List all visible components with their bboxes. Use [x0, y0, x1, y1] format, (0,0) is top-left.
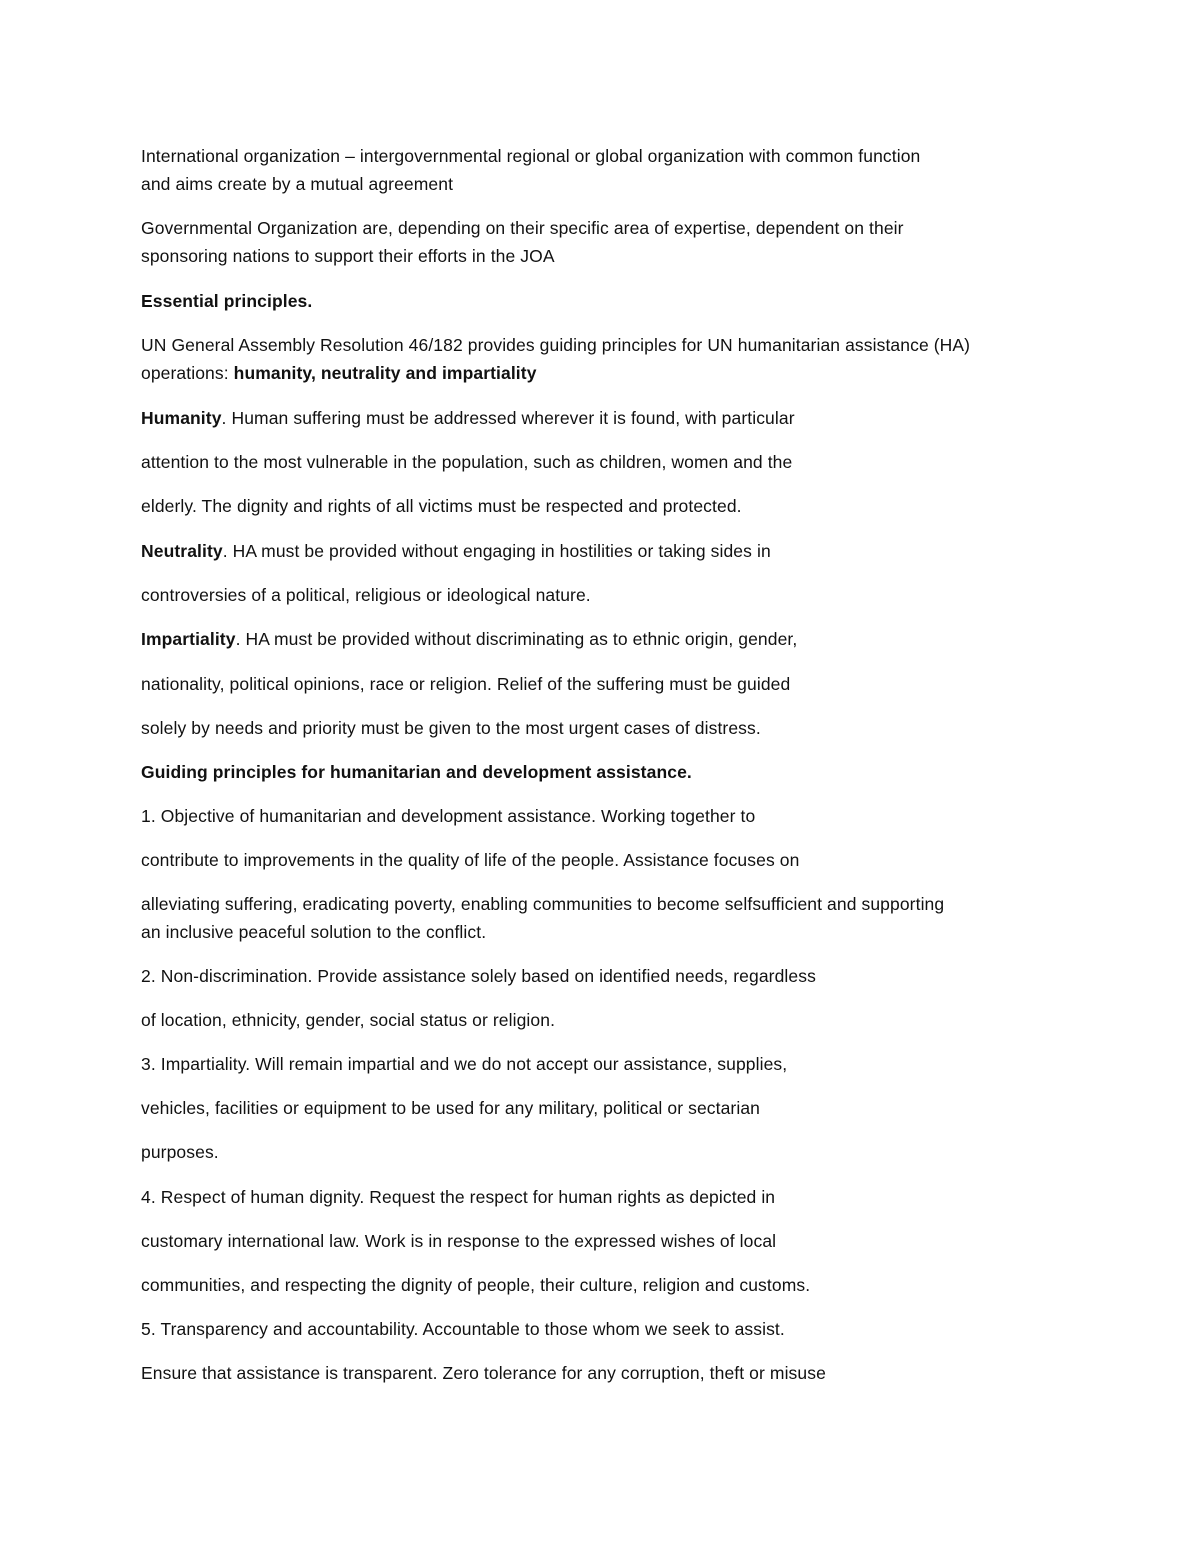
governmental-org-line-2: sponsoring nations to support their efforts in the JOA — [141, 246, 555, 266]
resolution-line-2: operations: humanity, neutrality and impartiality — [141, 363, 537, 383]
principles-list-bold: humanity, neutrality and impartiality — [233, 363, 537, 383]
humanity-line-1: Humanity. Human suffering must be addressed wherever it is found, with particular — [141, 408, 795, 428]
guiding-principles-heading: Guiding principles for humanitarian and development assistance. — [141, 762, 692, 782]
impartiality-term: Impartiality — [141, 629, 236, 649]
resolution-line-1: UN General Assembly Resolution 46/182 provides guiding principles for UN humanitarian assistance (HA) — [141, 335, 971, 355]
essential-principles-heading: Essential principles. — [141, 291, 313, 311]
humanity-line-3: elderly. The dignity and rights of all victims must be respected and protected. — [141, 496, 742, 516]
principle-4-line-3: communities, and respecting the dignity of people, their culture, religion and customs. — [141, 1275, 811, 1295]
principle-3-line-2: vehicles, facilities or equipment to be used for any military, political or sectarian — [141, 1098, 761, 1118]
impartiality-line-3: solely by needs and priority must be given to the most urgent cases of distress. — [141, 718, 761, 738]
governmental-org-line-1: Governmental Organization are, depending on their specific area of expertise, dependent on their — [141, 218, 904, 238]
humanity-line-2: attention to the most vulnerable in the population, such as children, women and the — [141, 452, 793, 472]
principle-2-line-2: of location, ethnicity, gender, social status or religion. — [141, 1010, 556, 1030]
principle-1-line-4: an inclusive peaceful solution to the conflict. — [141, 922, 487, 942]
principle-1-line-2: contribute to improvements in the quality of life of the people. Assistance focuses on — [141, 850, 800, 870]
neutrality-term: Neutrality — [141, 541, 223, 561]
intro-definition-line-1: International organization – intergovernmental regional or global organization with common function — [141, 146, 921, 166]
impartiality-line-1: Impartiality. HA must be provided without discriminating as to ethnic origin, gender, — [141, 629, 798, 649]
principle-3-line-1: 3. Impartiality. Will remain impartial and we do not accept our assistance, supplies, — [141, 1054, 788, 1074]
intro-definition-line-2: and aims create by a mutual agreement — [141, 174, 454, 194]
neutrality-line-2: controversies of a political, religious or ideological nature. — [141, 585, 591, 605]
humanity-term: Humanity — [141, 408, 222, 428]
principle-2-line-1: 2. Non-discrimination. Provide assistance solely based on identified needs, regardless — [141, 966, 816, 986]
principle-5-line-2: Ensure that assistance is transparent. Zero tolerance for any corruption, theft or misuse — [141, 1363, 826, 1383]
impartiality-line-2: nationality, political opinions, race or religion. Relief of the suffering must be guided — [141, 674, 791, 694]
principle-1-line-3: alleviating suffering, eradicating poverty, enabling communities to become selfsufficient and supporting — [141, 894, 945, 914]
principle-1-line-1: 1. Objective of humanitarian and development assistance. Working together to — [141, 806, 756, 826]
principle-4-line-2: customary international law. Work is in response to the expressed wishes of local — [141, 1231, 777, 1251]
principle-5-line-1: 5. Transparency and accountability. Accountable to those whom we seek to assist. — [141, 1319, 785, 1339]
principle-3-line-3: purposes. — [141, 1142, 219, 1162]
principle-4-line-1: 4. Respect of human dignity. Request the respect for human rights as depicted in — [141, 1187, 776, 1207]
neutrality-line-1: Neutrality. HA must be provided without engaging in hostilities or taking sides in — [141, 541, 771, 561]
